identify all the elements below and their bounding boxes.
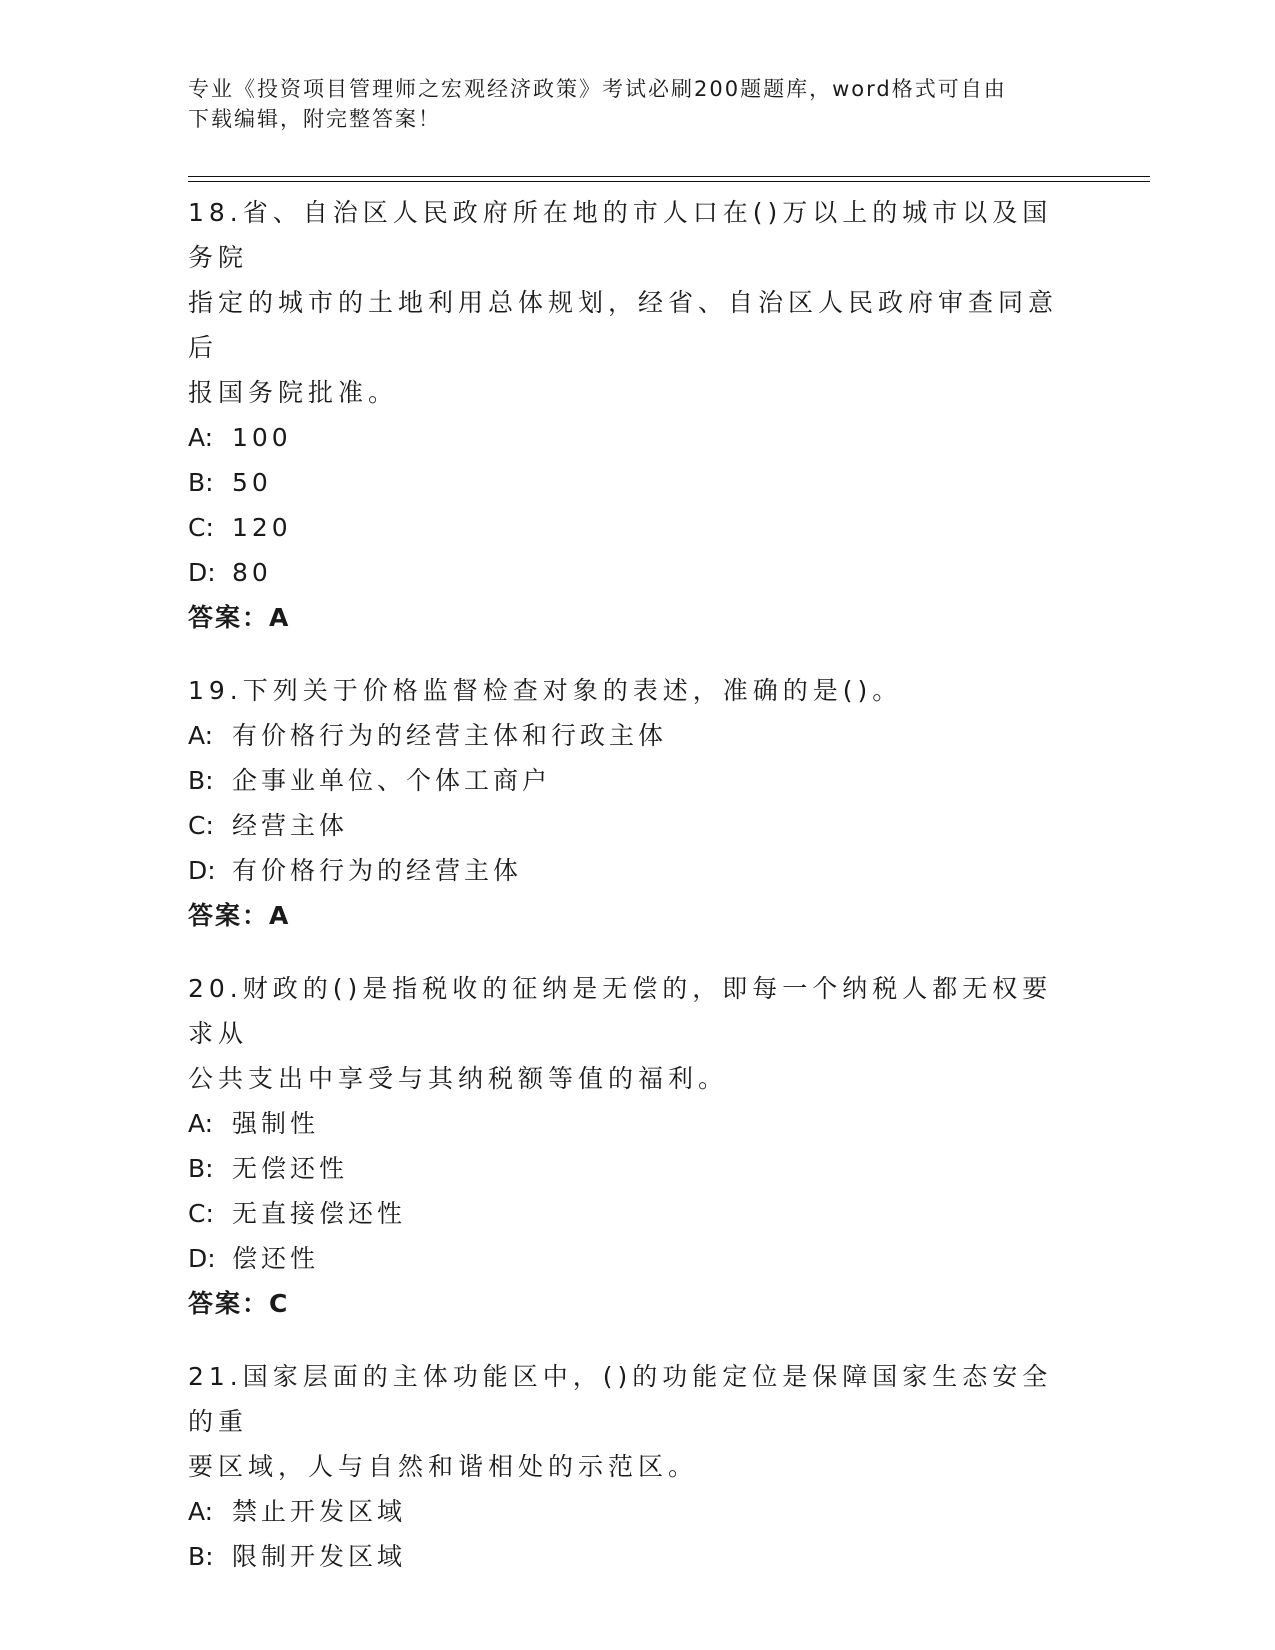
option-text: 有价格行为的经营主体 <box>232 856 523 885</box>
option-text: 强制性 <box>232 1109 320 1138</box>
option-key: A: <box>188 1109 214 1138</box>
question-text-line: 20.财政的()是指税收的征纳是无偿的，即每一个纳税人都无权要求从 <box>188 974 1053 1048</box>
question-18 <box>188 190 1078 640</box>
option-key: B: <box>188 766 214 795</box>
question-text-line: 报国务院批准。 <box>188 378 399 407</box>
question-text-line: 18.省、自治区人民政府所在地的市人口在()万以上的城市以及国务院 <box>188 198 1053 272</box>
option-d <box>188 550 1078 595</box>
question-text-line: 19.下列关于价格监督检查对象的表述，准确的是()。 <box>188 676 903 705</box>
option-c <box>188 803 1078 848</box>
answer-label: 答案：A <box>188 901 291 930</box>
option-key: B: <box>188 468 214 497</box>
option-text: 经营主体 <box>232 811 349 840</box>
option-key: C: <box>188 1199 214 1228</box>
question-text-line: 21.国家层面的主体功能区中，()的功能定位是保障国家生态安全的重 <box>188 1362 1053 1436</box>
question-text-line: 公共支出中享受与其纳税额等值的福利。 <box>188 1064 729 1093</box>
option-key: C: <box>188 513 214 542</box>
option-b <box>188 460 1078 505</box>
option-text: 无偿还性 <box>232 1154 349 1183</box>
question-19 <box>188 668 1078 938</box>
option-c <box>188 505 1078 550</box>
option-b <box>188 1146 1078 1191</box>
question-list <box>188 190 1078 1607</box>
option-c <box>188 1191 1078 1236</box>
option-text: 无直接偿还性 <box>232 1199 407 1228</box>
question-text-line: 要区域，人与自然和谐相处的示范区。 <box>188 1452 699 1481</box>
option-d <box>188 1236 1078 1281</box>
document-header <box>188 74 1068 134</box>
header-divider-top <box>188 176 1150 177</box>
option-key: B: <box>188 1542 214 1571</box>
answer-label: 答案：A <box>188 603 291 632</box>
option-b <box>188 1534 1078 1579</box>
option-text: 80 <box>232 558 272 587</box>
option-a <box>188 415 1078 460</box>
option-a <box>188 1489 1078 1534</box>
option-key: A: <box>188 721 214 750</box>
option-key: D: <box>188 856 216 885</box>
option-text: 120 <box>232 513 292 542</box>
option-text: 企事业单位、个体工商户 <box>232 766 552 795</box>
option-text: 禁止开发区域 <box>232 1497 407 1526</box>
option-text: 100 <box>232 423 292 452</box>
question-text-line: 指定的城市的土地利用总体规划，经省、自治区人民政府审查同意后 <box>188 288 1059 362</box>
option-a <box>188 713 1078 758</box>
answer-label: 答案：C <box>188 1289 290 1318</box>
option-key: A: <box>188 423 214 452</box>
header-divider-bottom <box>188 181 1150 182</box>
option-key: D: <box>188 1244 216 1273</box>
option-text: 偿还性 <box>232 1244 320 1273</box>
option-text: 限制开发区域 <box>232 1542 407 1571</box>
option-key: D: <box>188 558 216 587</box>
header-line-1: 专业《投资项目管理师之宏观经济政策》考试必刷200题题库，word格式可自由 <box>188 77 1007 101</box>
question-21 <box>188 1354 1078 1579</box>
option-d <box>188 848 1078 893</box>
option-a <box>188 1101 1078 1146</box>
option-text: 50 <box>232 468 272 497</box>
header-line-2: 下载编辑，附完整答案！ <box>188 107 441 131</box>
option-key: A: <box>188 1497 214 1526</box>
option-b <box>188 758 1078 803</box>
option-key: C: <box>188 811 214 840</box>
question-20 <box>188 966 1078 1326</box>
option-text: 有价格行为的经营主体和行政主体 <box>232 721 668 750</box>
option-key: B: <box>188 1154 214 1183</box>
